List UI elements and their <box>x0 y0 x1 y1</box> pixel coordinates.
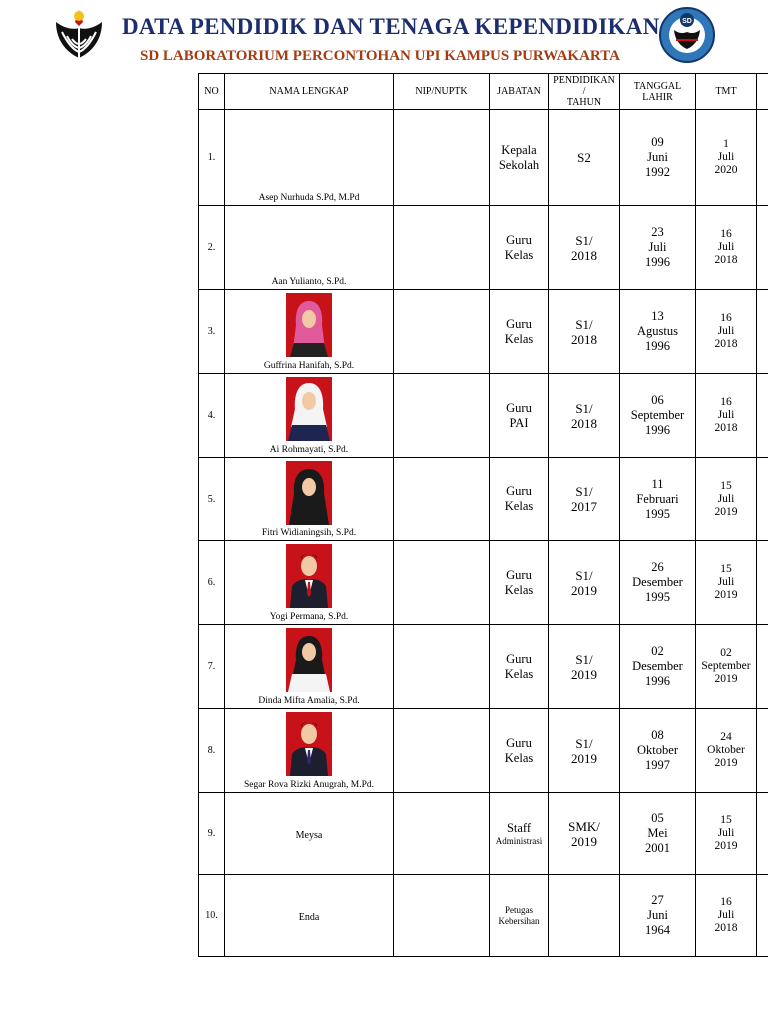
row-tmt: 16 Juli 2018 <box>696 290 757 374</box>
row-name-cell <box>225 110 394 206</box>
row-tanggal-lahir: 26 Desember 1995 <box>620 541 696 625</box>
col-nama: NAMA LENGKAP <box>225 74 394 110</box>
row-name-cell <box>225 541 394 625</box>
row-nip <box>394 110 490 206</box>
table-row <box>199 290 768 374</box>
staff-table <box>198 73 768 957</box>
row-tmt: 15 Juli 2019 <box>696 458 757 541</box>
row-jabatan: Guru Kelas <box>490 458 549 541</box>
row-jabatan: Guru Kelas <box>490 290 549 374</box>
staff-photo <box>286 293 332 357</box>
row-nip <box>394 625 490 709</box>
row-jabatan: Petugas Kebersihan <box>490 875 549 957</box>
row-name-cell <box>225 206 394 290</box>
row-jabatan: Kepala Sekolah <box>490 110 549 206</box>
row-no: 9. <box>199 793 225 875</box>
row-name: Yogi Permana, S.Pd. <box>269 612 349 622</box>
row-name: Fitri Widianingsih, S.Pd. <box>261 528 357 538</box>
row-extra <box>757 625 768 709</box>
row-name-cell <box>225 458 394 541</box>
row-extra <box>757 374 768 458</box>
table-row <box>199 793 768 875</box>
row-tanggal-lahir: 23 Juli 1996 <box>620 206 696 290</box>
row-tanggal-lahir: 11 Februari 1995 <box>620 458 696 541</box>
row-nip <box>394 541 490 625</box>
row-pendidikan: SMK/ 2019 <box>549 793 620 875</box>
row-no: 7. <box>199 625 225 709</box>
row-jabatan: Guru PAI <box>490 374 549 458</box>
row-no: 4. <box>199 374 225 458</box>
table-row <box>199 206 768 290</box>
row-name: Meysa <box>295 829 323 841</box>
row-no: 6. <box>199 541 225 625</box>
table-row <box>199 110 768 206</box>
table-header-row <box>199 74 768 110</box>
row-pendidikan: S1/ 2019 <box>549 625 620 709</box>
sd-logo-text: SD <box>682 18 692 25</box>
row-extra <box>757 110 768 206</box>
row-pendidikan: S1/ 2019 <box>549 541 620 625</box>
row-nip <box>394 458 490 541</box>
row-extra <box>757 793 768 875</box>
staff-photo <box>286 461 332 525</box>
row-name-cell <box>225 709 394 793</box>
row-tmt: 15 Juli 2019 <box>696 541 757 625</box>
col-jabatan: JABATAN <box>490 74 549 110</box>
row-nip <box>394 374 490 458</box>
row-name: Enda <box>298 911 320 923</box>
table-row <box>199 875 768 957</box>
row-tmt: 16 Juli 2018 <box>696 206 757 290</box>
row-nip <box>394 709 490 793</box>
row-jabatan: Guru Kelas <box>490 541 549 625</box>
col-no: NO <box>199 74 225 110</box>
col-tanggal-lahir: TANGGAL LAHIR <box>620 74 696 110</box>
row-name-cell <box>225 875 394 957</box>
row-no: 2. <box>199 206 225 290</box>
row-extra <box>757 875 768 957</box>
row-name: Aan Yulianto, S.Pd. <box>271 277 347 287</box>
table-row <box>199 374 768 458</box>
row-pendidikan: S1/ 2018 <box>549 374 620 458</box>
staff-photo <box>286 377 332 441</box>
row-jabatan: Guru Kelas <box>490 709 549 793</box>
staff-photo <box>286 712 332 776</box>
col-nip: NIP/NUPTK <box>394 74 490 110</box>
row-no: 3. <box>199 290 225 374</box>
upi-logo <box>50 6 108 68</box>
row-name: Asep Nurhuda S.Pd, M.Pd <box>258 193 360 203</box>
row-tanggal-lahir: 05 Mei 2001 <box>620 793 696 875</box>
row-no: 5. <box>199 458 225 541</box>
row-name-cell <box>225 793 394 875</box>
row-pendidikan <box>549 875 620 957</box>
row-tanggal-lahir: 08 Oktober 1997 <box>620 709 696 793</box>
row-jabatan: Staff Administrasi <box>490 793 549 875</box>
row-name: Guffrina Hanifah, S.Pd. <box>263 361 355 371</box>
staff-photo <box>286 628 332 692</box>
row-name-cell <box>225 625 394 709</box>
row-jabatan: Guru Kelas <box>490 206 549 290</box>
table-row <box>199 625 768 709</box>
col-tmt: TMT <box>696 74 757 110</box>
row-tanggal-lahir: 02 Desember 1996 <box>620 625 696 709</box>
row-nip <box>394 206 490 290</box>
row-tanggal-lahir: 06 September 1996 <box>620 374 696 458</box>
row-extra <box>757 709 768 793</box>
row-name-cell <box>225 374 394 458</box>
sd-lab-logo <box>654 6 720 64</box>
row-pendidikan: S1/ 2018 <box>549 290 620 374</box>
row-tmt: 15 Juli 2019 <box>696 793 757 875</box>
row-pendidikan: S1/ 2019 <box>549 709 620 793</box>
row-tmt: 16 Juli 2018 <box>696 875 757 957</box>
row-nip <box>394 793 490 875</box>
row-pendidikan: S1/ 2018 <box>549 206 620 290</box>
row-no: 10. <box>199 875 225 957</box>
table-row <box>199 709 768 793</box>
table-row <box>199 458 768 541</box>
row-tanggal-lahir: 27 Juni 1964 <box>620 875 696 957</box>
row-nip <box>394 875 490 957</box>
col-extra <box>757 74 768 110</box>
row-no: 8. <box>199 709 225 793</box>
row-jabatan: Guru Kelas <box>490 625 549 709</box>
row-tmt: 02 September 2019 <box>696 625 757 709</box>
row-pendidikan: S2 <box>549 110 620 206</box>
row-name-cell <box>225 290 394 374</box>
col-pendidikan: PENDIDIKAN / TAHUN <box>549 74 620 110</box>
row-tanggal-lahir: 13 Agustus 1996 <box>620 290 696 374</box>
row-tanggal-lahir: 09 Juni 1992 <box>620 110 696 206</box>
row-tmt: 24 Oktober 2019 <box>696 709 757 793</box>
table-row <box>199 541 768 625</box>
page-title: DATA PENDIDIK DAN TENAGA KEPENDIDIKAN <box>122 14 660 39</box>
row-extra <box>757 290 768 374</box>
row-tmt: 1 Juli 2020 <box>696 110 757 206</box>
row-name: Dinda Mifta Amalia, S.Pd. <box>258 696 360 706</box>
row-extra <box>757 458 768 541</box>
row-nip <box>394 290 490 374</box>
row-name: Segar Rova Rizki Anugrah, M.Pd. <box>243 780 375 790</box>
staff-photo <box>286 544 332 608</box>
row-extra <box>757 206 768 290</box>
row-name: Ai Rohmayati, S.Pd. <box>269 445 349 455</box>
row-pendidikan: S1/ 2017 <box>549 458 620 541</box>
row-no: 1. <box>199 110 225 206</box>
page-subtitle: SD LABORATORIUM PERCONTOHAN UPI KAMPUS PURWAKARTA <box>140 48 620 64</box>
row-extra <box>757 541 768 625</box>
row-tmt: 16 Juli 2018 <box>696 374 757 458</box>
